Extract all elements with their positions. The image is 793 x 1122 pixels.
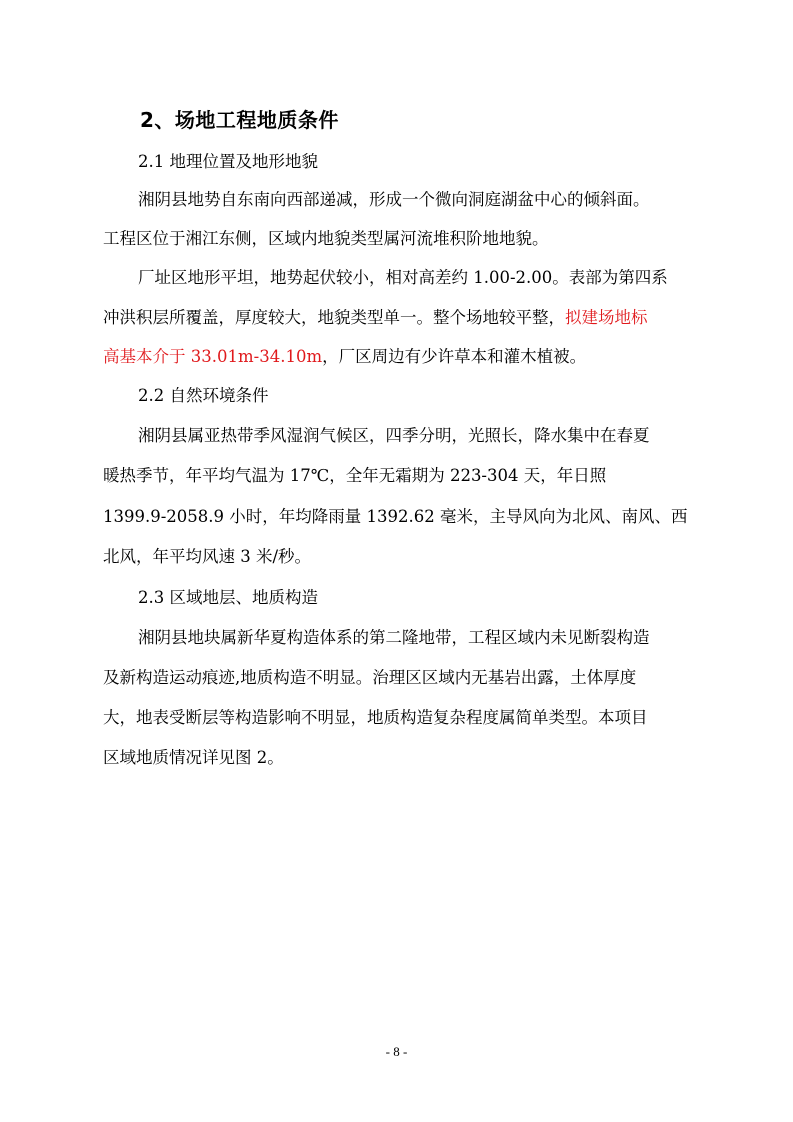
page-number: - 8 - [385,1044,408,1059]
highlighted-text: 高基本介于 33.01m-34.10m [103,347,323,366]
paragraph-line: 暖热季节，年平均气温为 17℃，全年无霜期为 223-304 天，年日照 [103,466,607,485]
paragraph-line: 区域地质情况详见图 2。 [103,748,284,767]
paragraph-line [103,308,648,328]
paragraph-line: 工程区位于湘江东侧，区域内地貌类型属河流堆积阶地地貌。 [103,229,549,248]
highlighted-text: 拟建场地标 [565,308,648,327]
paragraph-line: 北风，年平均风速 3 米/秒。 [103,547,312,566]
subsection-title-2-3: 2.3 区域地层、地质构造 [138,588,318,607]
subsection-title-2-1: 2.1 地理位置及地形地貌 [138,152,318,171]
paragraph-line: 厂址区地形平坦，地势起伏较小，相对高差约 1.00-2.00。表部为第四系 [138,268,668,287]
section-heading: 2、场地工程地质条件 [140,108,339,132]
paragraph-line: 1399.9-2058.9 小时，年均降雨量 1392.62 毫米，主导风向为北风、南风、西 [103,507,688,526]
paragraph-line [103,347,586,367]
paragraph-text: ，厂区周边有少许草本和灌木植被。 [322,347,587,366]
paragraph-line: 及新构造运动痕迹,地质构造不明显。治理区区域内无基岩出露，土体厚度 [103,668,637,687]
paragraph-line: 湘阴县地块属新华夏构造体系的第二隆地带，工程区域内未见断裂构造 [138,628,650,647]
paragraph-text: 冲洪积层所覆盖，厚度较大，地貌类型单一。整个场地较平整， [103,308,565,327]
paragraph-line: 大，地表受断层等构造影响不明显，地质构造复杂程度属简单类型。本项目 [103,708,648,727]
paragraph-line: 湘阴县属亚热带季风湿润气候区，四季分明，光照长，降水集中在春夏 [138,426,650,445]
subsection-title-2-2: 2.2 自然环境条件 [138,386,269,405]
paragraph-line: 湘阴县地势自东南向西部递减，形成一个微向洞庭湖盆中心的倾斜面。 [138,190,650,209]
